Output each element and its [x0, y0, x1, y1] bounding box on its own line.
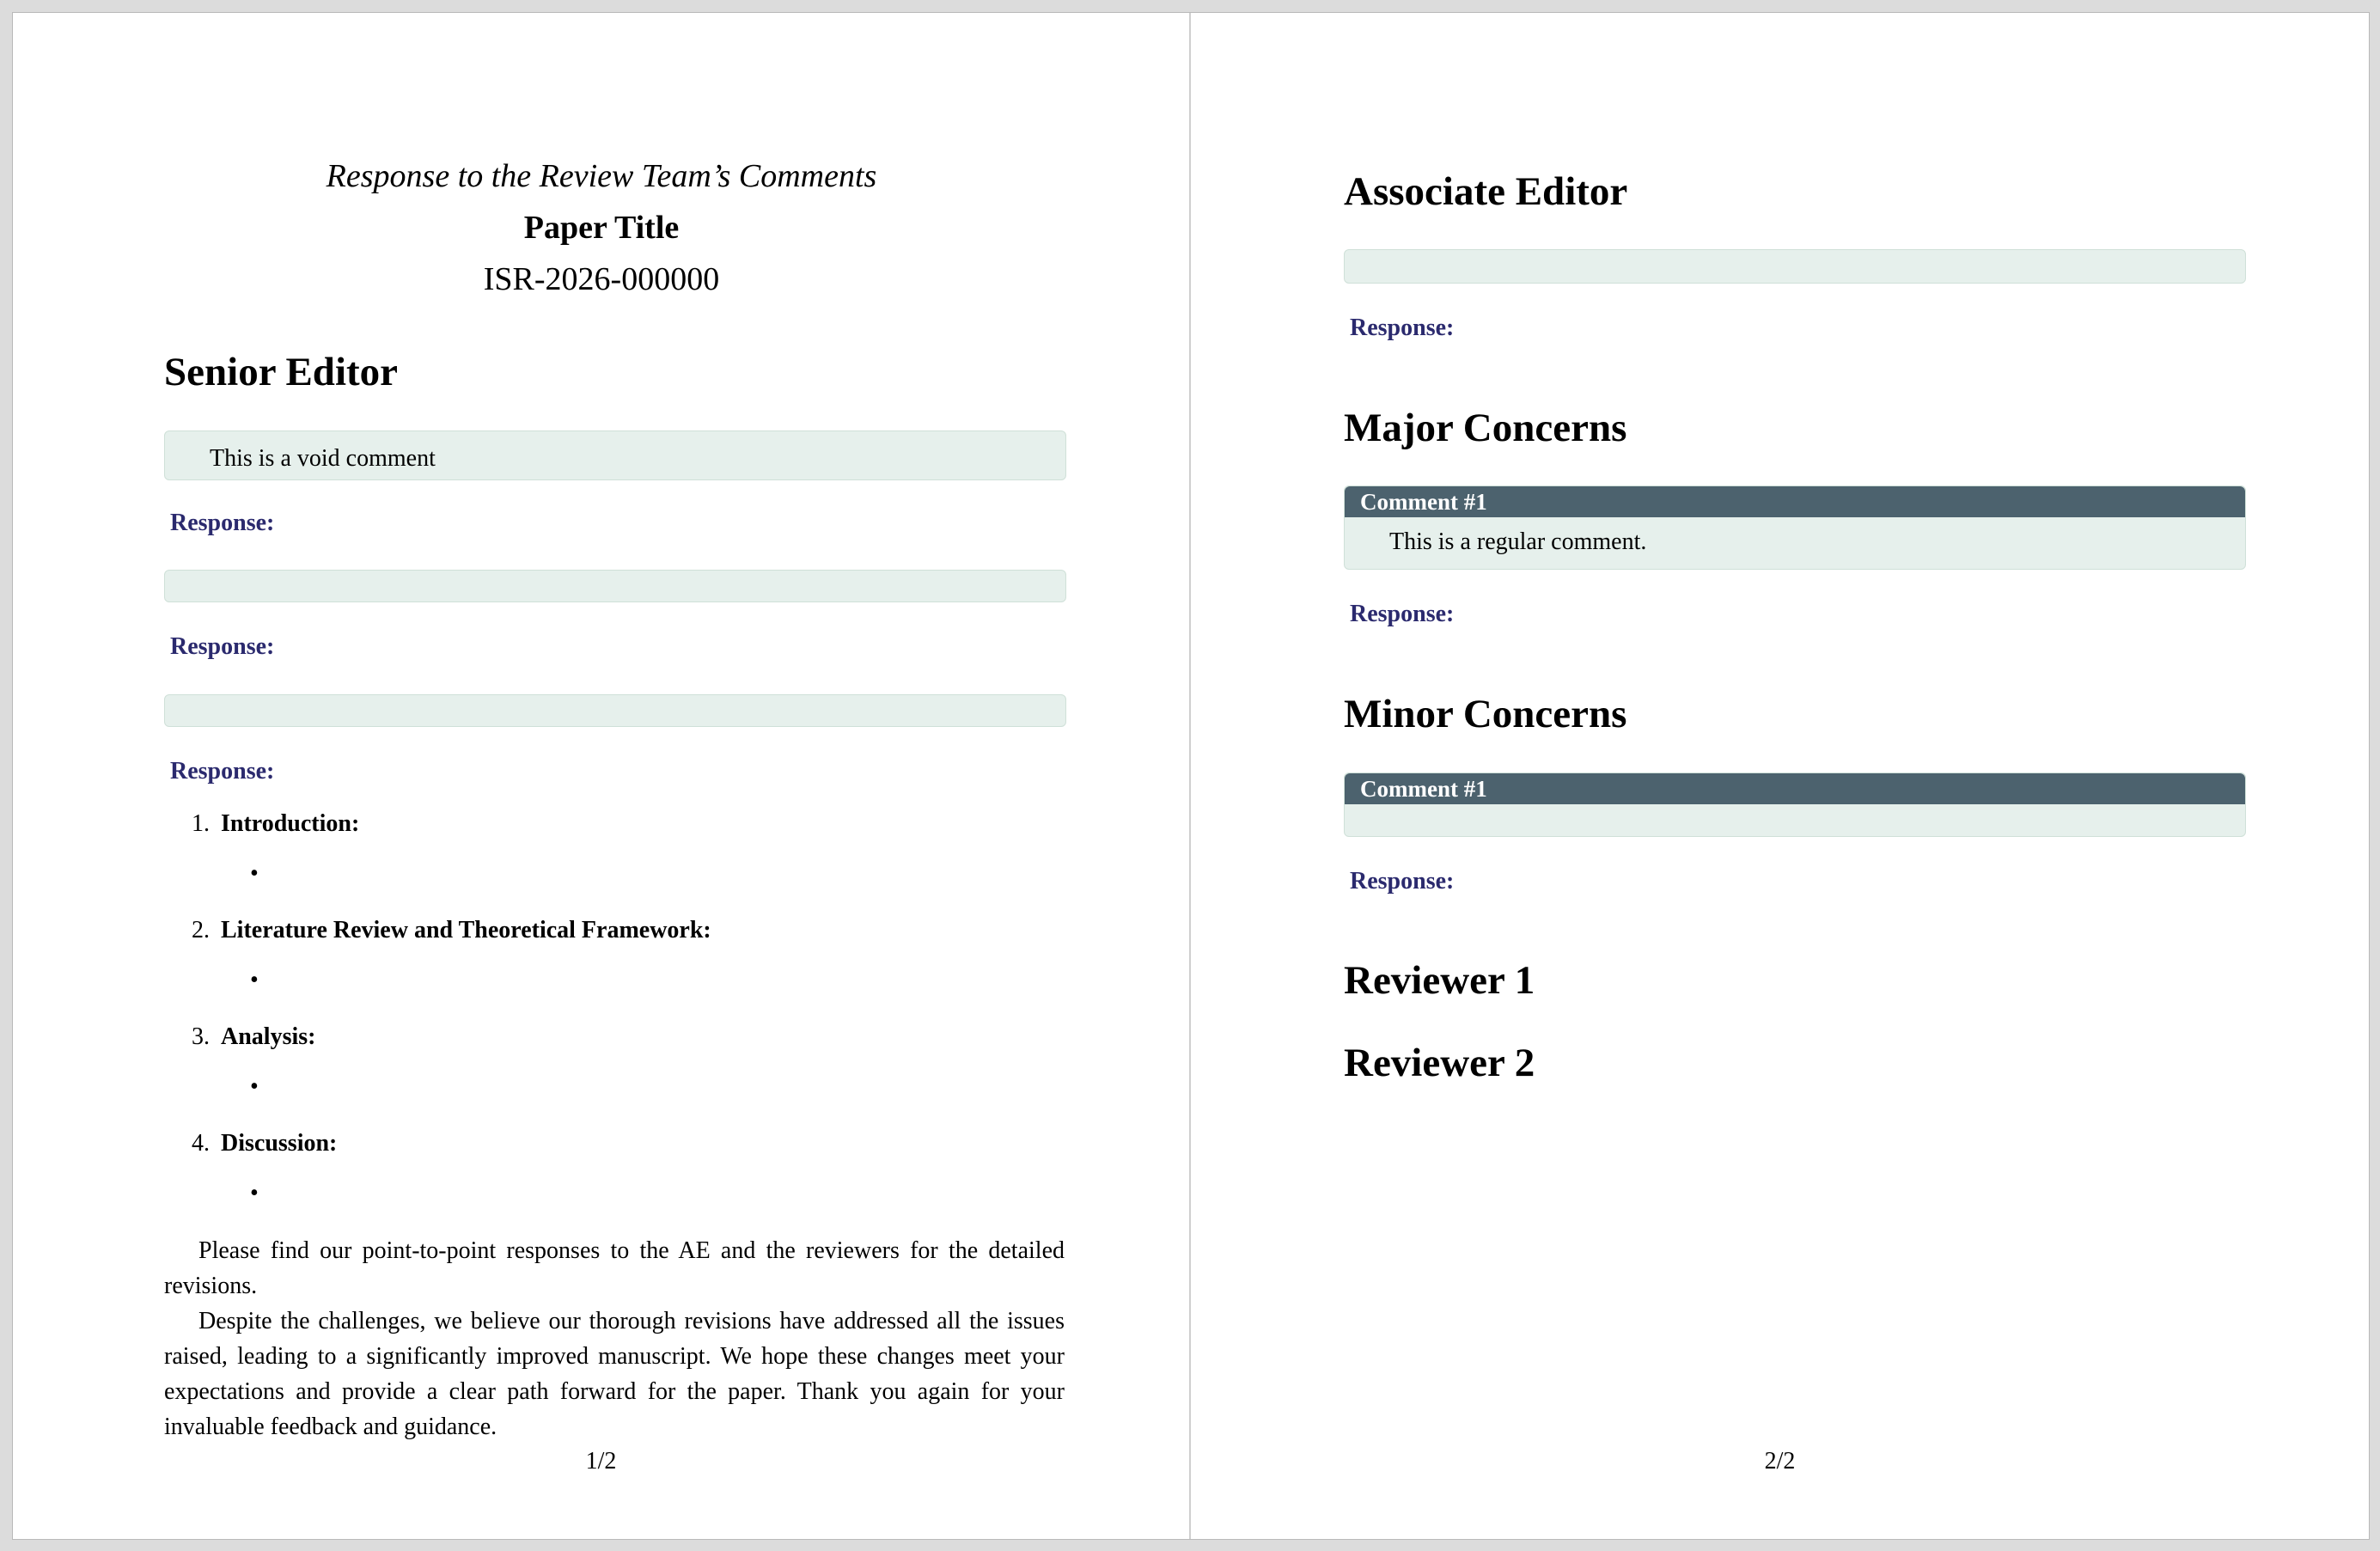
comment-box: [164, 694, 1066, 727]
list-item: [166, 1018, 939, 1125]
comment-title: Comment #1: [1345, 773, 2245, 804]
comment-title: Comment #1: [1345, 486, 2245, 517]
list-item: [166, 912, 939, 1018]
page-number: 1/2: [585, 1448, 617, 1475]
bullet-point: •: [250, 967, 259, 993]
comment-text: [1345, 250, 2245, 260]
comment-text: This is a regular comment.: [1389, 528, 1647, 555]
response-label: Response:: [1350, 601, 1455, 627]
comment-card: [1344, 485, 2246, 570]
comment-text: [165, 571, 1065, 581]
list-number: 1.: [192, 810, 210, 837]
list-item: [166, 805, 939, 912]
response-label: Response:: [170, 510, 275, 536]
list-number: 2.: [192, 917, 210, 943]
response-label: Response:: [170, 758, 275, 785]
page-2: [1191, 13, 2369, 1539]
major-concerns-heading: Major Concerns: [1344, 406, 1627, 450]
bullet-point: •: [250, 860, 259, 887]
comment-box: [164, 430, 1066, 480]
document-viewer: [12, 12, 2370, 1540]
response-label: Response:: [1350, 314, 1455, 341]
list-number: 3.: [192, 1023, 210, 1050]
list-label: Discussion:: [221, 1130, 338, 1157]
minor-concerns-heading: Minor Concerns: [1344, 692, 1627, 736]
comment-box: [164, 570, 1066, 602]
comment-card: [1344, 772, 2246, 837]
comment-box: [1344, 249, 2246, 284]
response-label: Response:: [1350, 868, 1455, 895]
closing-line: Despite the challenges, we believe our thorough revisions have addressed all the issues raised, leading to a significantly improved manuscript. We hope these changes meet your expectations and provide a clear path forward for the paper. Thank you again for your invaluable feedback and guidance.: [164, 1308, 1065, 1440]
list-label: Literature Review and Theoretical Framework:: [221, 917, 711, 943]
reviewer-1-heading: Reviewer 1: [1344, 958, 1535, 1003]
bullet-point: •: [250, 1073, 259, 1100]
comment-text: [165, 695, 1065, 705]
list-number: 4.: [192, 1130, 210, 1157]
closing-paragraph: [164, 1233, 1065, 1444]
reviewer-2-heading: Reviewer 2: [1344, 1041, 1535, 1085]
closing-line: Please find our point-to-point responses to the AE and the reviewers for the detailed revisions.: [164, 1237, 1065, 1299]
senior-editor-heading: Senior Editor: [164, 350, 399, 394]
list-label: Analysis:: [221, 1023, 316, 1050]
page-number: 2/2: [1764, 1448, 1796, 1475]
document-title: Response to the Review Team’s Comments: [326, 158, 877, 194]
list-item: [166, 1125, 939, 1231]
associate-editor-heading: Associate Editor: [1344, 169, 1628, 214]
list-label: Introduction:: [221, 810, 360, 837]
title-block: [150, 150, 1053, 305]
paper-title: Paper Title: [523, 210, 680, 246]
bullet-point: •: [250, 1180, 259, 1206]
revision-list: [166, 805, 939, 1231]
page-1: [13, 13, 1191, 1539]
comment-text: This is a void comment: [210, 445, 436, 472]
response-label: Response:: [170, 633, 275, 660]
manuscript-id: ISR-2026-000000: [483, 261, 720, 297]
